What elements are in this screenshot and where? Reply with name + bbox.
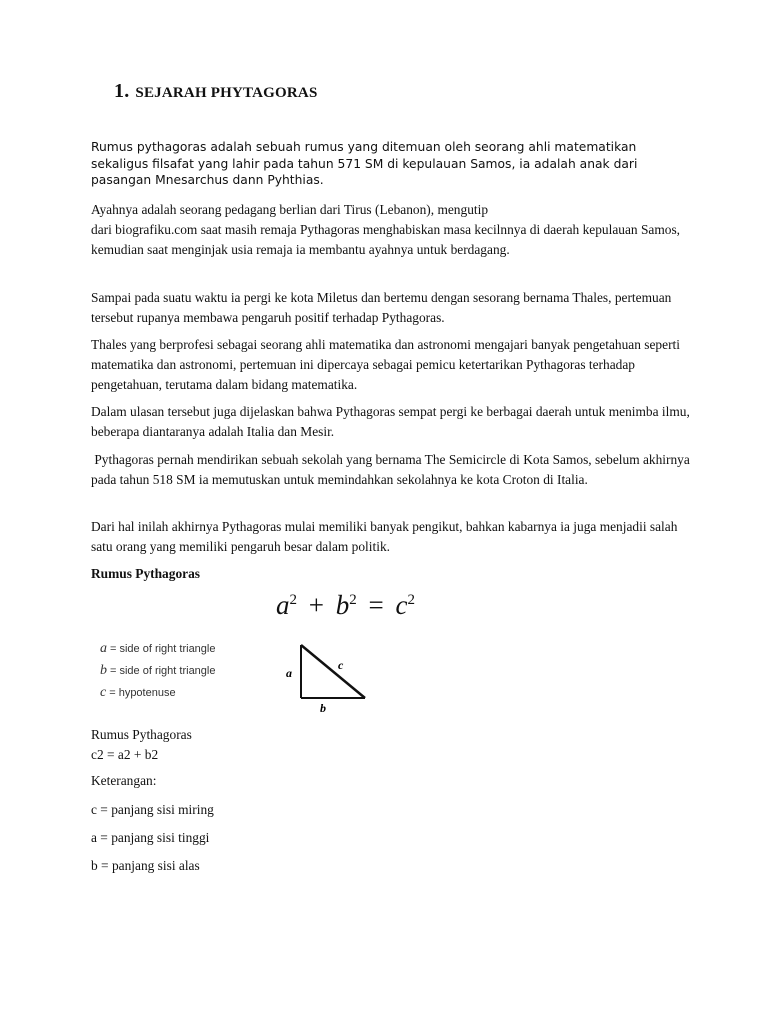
paragraph-miletus: Sampai pada suatu waktu ia pergi ke kota Miletus dan bertemu dengan sesorang bernama Thales, pertemuan tersebut rupanya membawa pengaruh positif terhadap Pythagoras. bbox=[91, 290, 672, 325]
legend-row-c bbox=[100, 682, 215, 704]
formula-exp-b: 2 bbox=[349, 592, 357, 608]
formula-legend bbox=[100, 638, 215, 704]
triangle-label-a: a bbox=[286, 666, 292, 680]
legend-symbol-a: a bbox=[100, 641, 107, 656]
formula-a: a bbox=[276, 590, 290, 620]
definition-a: a = panjang sisi tinggi bbox=[91, 830, 210, 845]
formula-equals: = bbox=[368, 590, 384, 620]
legend-row-a bbox=[100, 638, 215, 660]
legend-text-a: = side of right triangle bbox=[110, 643, 216, 655]
triangle-label-c: c bbox=[338, 658, 344, 672]
paragraph-travel: Dalam ulasan tersebut juga dijelaskan bahwa Pythagoras sempat pergi ke berbagai daerah untuk menimba ilmu, beberapa diantaranya adalah Italia dan Mesir. bbox=[91, 404, 690, 439]
footer-formula-block bbox=[91, 725, 192, 765]
heading-title: SEJARAH PHYTAGORAS bbox=[135, 85, 318, 101]
legend-text-c: = hypotenuse bbox=[109, 687, 176, 699]
paragraph-father-line1: Ayahnya adalah seorang pedagang berlian dari Tirus (Lebanon), mengutip bbox=[91, 202, 489, 217]
paragraph-followers: Dari hal inilah akhirnya Pythagoras mulai memiliki banyak pengikut, bahkan kabarnya ia juga menjadii salah satu orang yang memiliki pengaruh besar dalam politik. bbox=[91, 519, 678, 554]
formula-plus: + bbox=[308, 590, 324, 620]
formula-c: c bbox=[395, 590, 408, 620]
legend-symbol-b: b bbox=[100, 663, 107, 678]
triangle-hypotenuse bbox=[301, 645, 365, 698]
triangle-label-b: b bbox=[320, 701, 326, 715]
keterangan-label: Keterangan: bbox=[91, 773, 157, 788]
subheading-rumus: Rumus Pythagoras bbox=[91, 566, 200, 581]
definition-b: b = panjang sisi alas bbox=[91, 858, 200, 873]
right-triangle-diagram bbox=[280, 640, 380, 720]
paragraph-school: Pythagoras pernah mendirikan sebuah sekolah yang bernama The Semicircle di Kota Samos, sebelum akhirnya pada tahun 518 SM ia memutuskan untuk memindahkan sekolahnya ke kota Croton di Italia. bbox=[91, 452, 694, 487]
paragraph-thales: Thales yang berprofesi sebagai seorang ahli matematika dan astronomi mengajari banyak pengetahuan seperti matematika dan astronomi, pertemuan ini dipercaya sebagai pemicu ketertarikan Pythagoras terhadap pengetahuan, terutama dalam bidang matematika. bbox=[91, 337, 680, 392]
legend-symbol-c: c bbox=[100, 685, 107, 700]
pythagoras-formula bbox=[276, 590, 415, 621]
footer-equation: c2 = a2 + b2 bbox=[91, 747, 159, 762]
formula-b: b bbox=[335, 590, 350, 620]
footer-title: Rumus Pythagoras bbox=[91, 727, 192, 742]
legend-row-b bbox=[100, 660, 215, 682]
formula-exp-c: 2 bbox=[407, 592, 415, 608]
paragraph-intro: Rumus pythagoras adalah sebuah rumus yang ditemuan oleh seorang ahli matematikan sekaligus filsafat yang lahir pada tahun 571 SM di kepulauan Samos, ia adalah anak dari pasangan Mnesarchus dann Pyhthias. bbox=[91, 140, 638, 187]
formula-exp-a: 2 bbox=[289, 592, 297, 608]
section-heading bbox=[114, 80, 318, 103]
heading-number: 1. bbox=[114, 80, 130, 102]
paragraph-father bbox=[91, 200, 691, 260]
paragraph-father-rest: dari biografiku.com saat masih remaja Pythagoras menghabiskan masa kecilnnya di daerah kepulauan Samos, kemudian saat menginjak usia remaja ia membantu ayahnya untuk berdagang. bbox=[91, 222, 681, 257]
definition-c: c = panjang sisi miring bbox=[91, 802, 214, 817]
legend-text-b: = side of right triangle bbox=[110, 665, 216, 677]
